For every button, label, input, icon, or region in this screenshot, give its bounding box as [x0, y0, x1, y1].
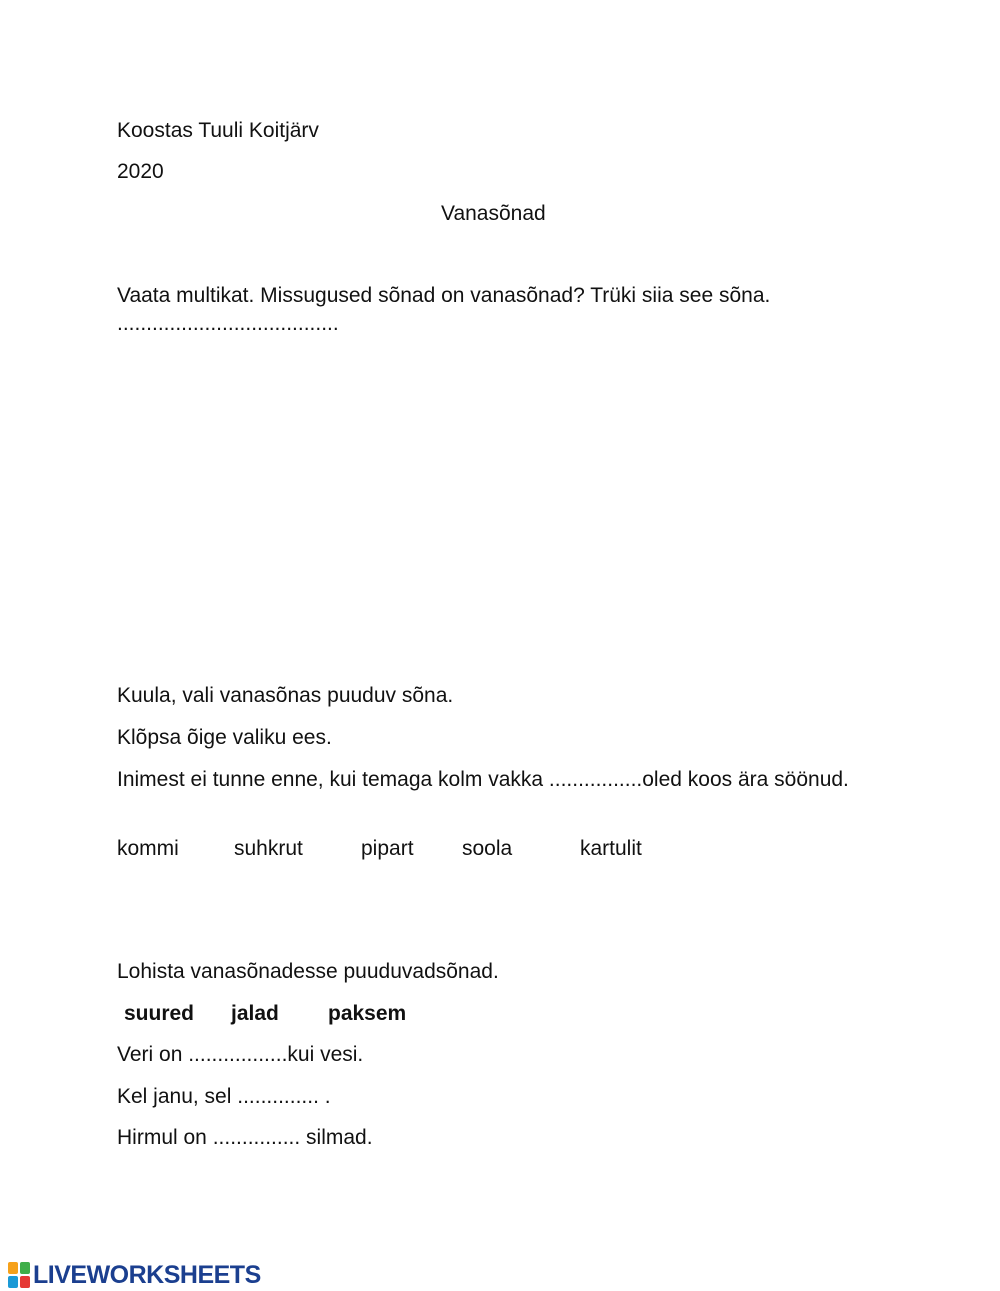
drag-word-paksem[interactable]: paksem: [328, 1002, 407, 1025]
liveworksheets-logo-icon: [8, 1262, 30, 1288]
proverb-sentence-3: Hirmul on ............... silmad.: [117, 1126, 373, 1149]
option-kartulit[interactable]: kartulit: [580, 837, 642, 860]
option-pipart[interactable]: pipart: [361, 837, 414, 860]
worksheet-title: Vanasõnad: [441, 202, 546, 225]
task1-instruction: Vaata multikat. Missugused sõnad on vanasõnad? Trüki siia see sõna.: [117, 284, 771, 307]
task2-instruction-listen: Kuula, vali vanasõnas puuduv sõna.: [117, 684, 454, 707]
task3-instruction: Lohista vanasõnadesse puuduvadsõnad.: [117, 960, 499, 983]
drag-word-jalad[interactable]: jalad: [231, 1002, 279, 1025]
option-suhkrut[interactable]: suhkrut: [234, 837, 303, 860]
option-soola[interactable]: soola: [462, 837, 513, 860]
drag-word-suured[interactable]: suured: [124, 1002, 195, 1025]
task2-sentence: Inimest ei tunne enne, kui temaga kolm vakka ................oled koos ära söönud.: [117, 768, 849, 791]
proverb-sentence-2: Kel janu, sel .............. .: [117, 1085, 331, 1108]
task1-answer-field[interactable]: ......................................: [117, 312, 339, 335]
option-kommi[interactable]: kommi: [117, 837, 179, 860]
year-line: 2020: [117, 160, 164, 183]
logo-text: LIVEWORKSHEETS: [33, 1260, 261, 1289]
proverb-sentence-1: Veri on .................kui vesi.: [117, 1043, 364, 1066]
task2-instruction-click: Klõpsa õige valiku ees.: [117, 726, 332, 749]
liveworksheets-logo: [8, 1260, 261, 1290]
author-line: Koostas Tuuli Koitjärv: [117, 119, 319, 142]
